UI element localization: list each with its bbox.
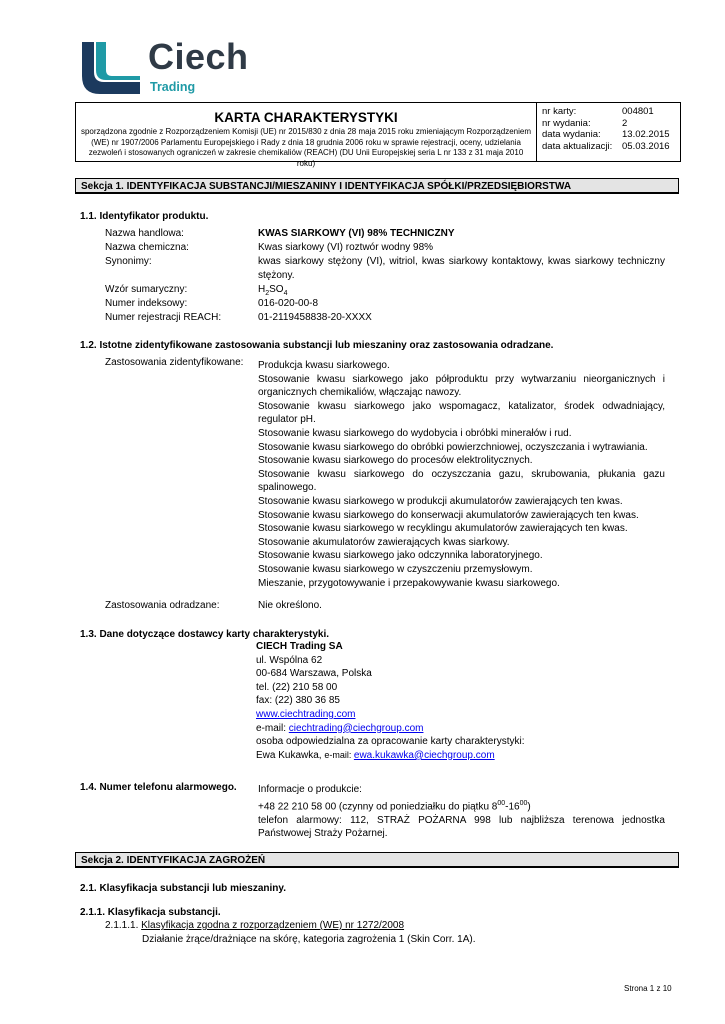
email-line: e-mail: ciechtrading@ciechgroup.com <box>256 722 424 734</box>
list-item: Stosowanie kwasu siarkowego do wydobycia i obróbki minerałów i rud. <box>258 427 572 439</box>
formula-label: Wzór sumaryczny: <box>105 284 188 295</box>
product-info-label: Informacje o produkcie: <box>258 784 362 795</box>
heading-1-2: 1.2. Istotne zidentyfikowane zastosowania substancji lub mieszaniny oraz zastosowania odradzane. <box>80 340 554 351</box>
list-item: Stosowanie kwasu siarkowego do obróbki powierzchniowej, oczyszczania i wytrawiania. <box>258 441 648 453</box>
discouraged-uses-value: Nie określono. <box>258 600 322 611</box>
synonyms-label: Synonimy: <box>105 256 152 267</box>
header-meta <box>542 106 678 152</box>
discouraged-uses-label: Zastosowania odradzane: <box>105 600 220 611</box>
section-1-title: Sekcja 1. IDENTYFIKACJA SUBSTANCJI/MIESZANINY I IDENTYFIKACJA SPÓŁKI/PRZEDSIĘBIORSTWA <box>75 178 679 194</box>
meta-row <box>542 106 678 118</box>
list-item: Stosowanie kwasu siarkowego jako wspomagacz, katalizator, środek odwadniający, regulator pH. <box>258 400 665 426</box>
trade-name-value: KWAS SIARKOWY (VI) 98% TECHNICZNY <box>258 228 455 239</box>
synonyms-value: kwas siarkowy stężony (VI), witriol, kwas siarkowy kontaktowy, kwas siarkowy techniczny stężony. <box>258 256 665 281</box>
meta-label: nr karty: <box>542 106 577 117</box>
document-header <box>75 102 681 168</box>
brand-division: Trading <box>150 80 196 94</box>
responsible-person-line: Ewa Kukawka, e-mail: ewa.kukawka@ciechgroup.com <box>256 749 495 761</box>
list-item: Stosowanie kwasu siarkowego do procesów elektrolitycznych. <box>258 455 533 467</box>
emergency-phone: telefon alarmowy: 112, STRAŻ POŻARNA 998 lub najbliższa terenowa jednostka Państwowej Straży Pożarnej. <box>258 814 665 840</box>
section-2-title: Sekcja 2. IDENTYFIKACJA ZAGROŻEŃ <box>75 852 679 868</box>
list-item: Stosowanie kwasu siarkowego w czyszczeniu przemysłowym. <box>258 563 533 575</box>
heading-2-1-1: 2.1.1. Klasyfikacja substancji. <box>80 907 221 918</box>
city: 00-684 Warszawa, Polska <box>256 668 372 680</box>
heading-2-1-1-1: 2.1.1.1. Klasyfikacja zgodna z rozporządzeniem (WE) nr 1272/2008 <box>105 920 405 931</box>
reach-number-value: 01-2119458838-20-XXXX <box>258 312 372 323</box>
document-title: KARTA CHARAKTERYSTYKI <box>214 110 398 125</box>
telephone: tel. (22) 210 58 00 <box>256 681 338 693</box>
list-item: Stosowanie kwasu siarkowego w produkcji akumulatorów zawierających ten kwas. <box>258 495 623 507</box>
list-item: Stosowanie kwasu siarkowego do oczyszczania gazu, skrubowania, płukania gazu spalinowego. <box>258 468 665 494</box>
person-email-link[interactable]: ewa.kukawka@ciechgroup.com <box>353 749 495 761</box>
ciech-logo-icon <box>80 42 140 94</box>
index-number-value: 016-020-00-8 <box>258 298 319 309</box>
heading-2-1: 2.1. Klasyfikacja substancji lub mieszaniny. <box>80 883 287 894</box>
meta-row <box>542 141 678 153</box>
list-item: Stosowanie kwasu siarkowego do konserwacji akumulatorów zawierających ten kwas. <box>258 509 639 521</box>
heading-1-3: 1.3. Dane dotyczące dostawcy karty charakterystyki. <box>80 629 330 640</box>
meta-label: nr wydania: <box>542 117 591 129</box>
list-item: Stosowanie kwasu siarkowego jako półproduktu przy wytwarzaniu nieorganicznych i organicznych chemikaliów, włączając nawozy. <box>258 373 665 399</box>
fax: fax: (22) 380 36 85 <box>256 695 340 707</box>
product-info-phone: +48 22 210 58 00 (czynny od poniedziałku do piątku $8^{00}-16^{00}$) <box>258 799 531 812</box>
meta-value: 13.02.2015 <box>622 129 670 140</box>
supplier-details <box>256 640 663 762</box>
list-item: Stosowanie kwasu siarkowego jako odczynnika laboratoryjnego. <box>258 550 543 562</box>
list-item: Stosowanie akumulatorów zawierających kwas siarkowy. <box>258 536 510 548</box>
heading-1-1: 1.1. Identyfikator produktu. <box>80 211 209 222</box>
list-item: Stosowanie kwasu siarkowego w recyklingu akumulatorów zawierających ten kwas. <box>258 523 628 535</box>
meta-value: 004801 <box>622 106 654 117</box>
list-item: Mieszanie, przygotowywanie i przepakowywanie kwasu siarkowego. <box>258 577 560 589</box>
formula-value: $H_2SO_4$ <box>258 284 288 297</box>
header-title-cell <box>76 103 537 168</box>
identified-uses-label: Zastosowania zidentyfikowane: <box>105 357 244 368</box>
email-link[interactable]: ciechtrading@ciechgroup.com <box>288 722 424 734</box>
responsible-person-note: osoba odpowiedzialna za opracowanie karty charakterystyki: <box>256 736 525 748</box>
reach-number-label: Numer rejestracji REACH: <box>105 312 222 323</box>
document-subtitle: sporządzona zgodnie z Rozporządzeniem Komisji (UE) nr 2015/830 z dnia 28 maja 2015 roku zmieniającym Rozporządzeniem (WE) nr 1907/2006 Parlamentu Europejskiego i Rady z dnia 18 grudnia 2006 roku w sprawie rejestracji, oceny, udzielania zezwoleń i stosowanych ograniczeń w zakresie chemikaliów (REACH) (DU Unii Europejskiej seria L nr 133 z 31 maja 2010 roku) <box>80 127 531 168</box>
trade-name-label: Nazwa handlowa: <box>105 228 184 239</box>
meta-row <box>542 129 678 141</box>
chemical-name-value: Kwas siarkowy (VI) roztwór wodny 98% <box>258 242 434 253</box>
classification-text: Działanie żrące/drażniące na skórę, kategoria zagrożenia 1 (Skin Corr. 1A). <box>142 934 476 945</box>
meta-label: data aktualizacji: <box>542 140 613 152</box>
company-name: CIECH Trading SA <box>256 641 343 652</box>
brand-name: Ciech <box>148 36 249 77</box>
meta-value: 05.03.2016 <box>622 140 670 152</box>
page-number: Strona 1 z 10 <box>624 984 672 993</box>
meta-label: data wydania: <box>542 129 601 140</box>
list-item: Produkcja kwasu siarkowego. <box>258 360 390 371</box>
emergency-phone-details <box>258 783 665 841</box>
meta-value: 2 <box>622 117 628 129</box>
website-link[interactable]: www.ciechtrading.com <box>256 708 356 720</box>
heading-1-4: 1.4. Numer telefonu alarmowego. <box>80 782 237 793</box>
street: ul. Wspólna 62 <box>256 654 323 666</box>
chemical-name-label: Nazwa chemiczna: <box>105 242 189 253</box>
identified-uses-list <box>258 359 665 590</box>
index-number-label: Numer indeksowy: <box>105 298 188 309</box>
meta-row <box>542 118 678 130</box>
